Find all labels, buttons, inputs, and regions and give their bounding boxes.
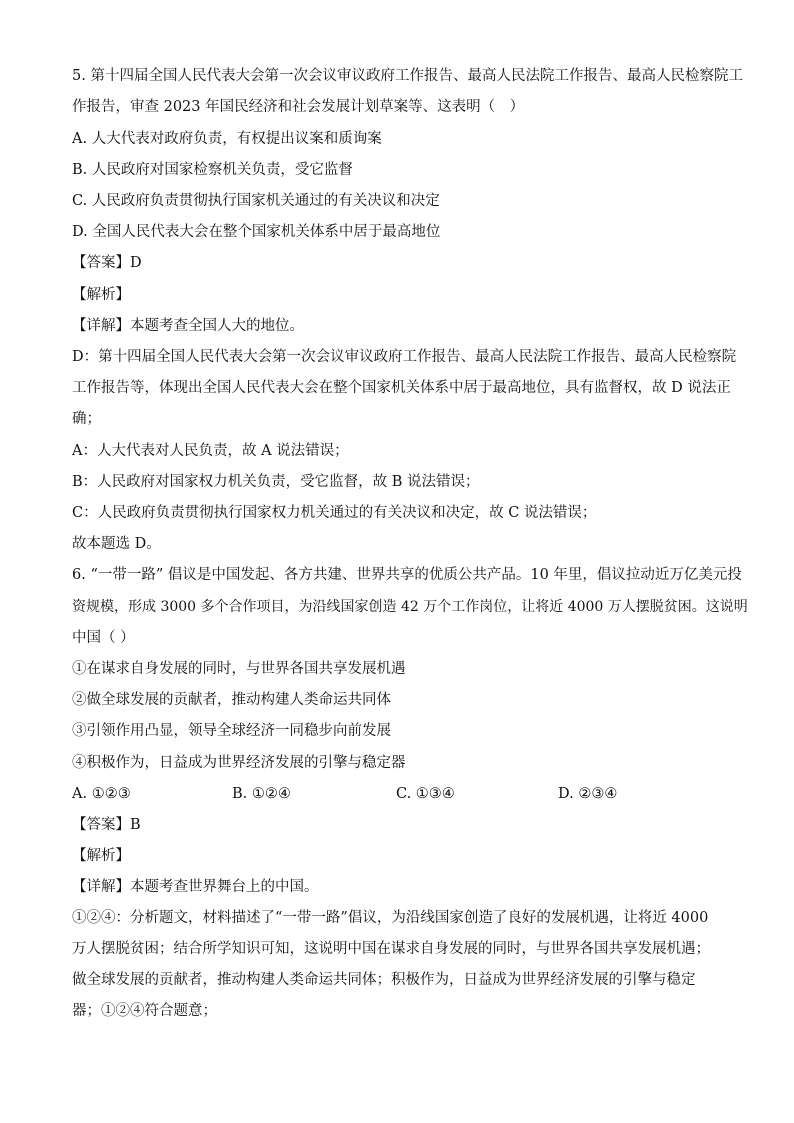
q6-item-4: ④积极作为，日益成为世界经济发展的引擎与稳定器 — [72, 755, 406, 771]
q6-item-1: ①在谋求自身发展的同时，与世界各国共享发展机遇 — [72, 661, 406, 677]
q5-stem-line-2: 作报告，审查 2023 年国民经济和社会发展计划草案等、这表明（ ） — [72, 99, 525, 115]
q6-stem-line-3: 中国（ ） — [72, 630, 135, 646]
q5-option-d: D. 全国人民代表大会在整个国家机关体系中居于最高地位 — [72, 224, 441, 240]
q5-stem-line-1: 5. 第十四届全国人民代表大会第一次会议审议政府工作报告、最高人民法院工作报告、最高人民检察院工 — [72, 68, 743, 84]
q5-answer: 【答案】D — [72, 255, 142, 271]
q5-analysis-heading: 【解析】 — [72, 287, 130, 303]
q5-option-b: B. 人民政府对国家检察机关负责，受它监督 — [72, 162, 353, 178]
q6-answer: 【答案】B — [72, 817, 141, 833]
q6-choice-b: B. ①②④ — [232, 786, 291, 802]
q5-explanation-d-line-1: D：第十四届全国人民代表大会第一次会议审议政府工作报告、最高人民法院工作报告、最高人民检察院 — [72, 349, 737, 365]
q6-stem-line-1: 6. “一带一路” 倡议是中国发起、各方共建、世界共享的优质公共产品。10 年里，倡议拉动近万亿美元投 — [72, 567, 742, 583]
q6-item-2: ②做全球发展的贡献者，推动构建人类命运共同体 — [72, 692, 391, 708]
q5-explanation-d-line-3: 确； — [72, 411, 101, 427]
q5-explanation-b: B：人民政府对国家权力机关负责，受它监督，故 B 说法错误； — [72, 474, 480, 490]
q5-conclusion: 故本题选 D。 — [72, 536, 161, 552]
q6-choice-c: C. ①③④ — [396, 786, 455, 802]
q6-stem-line-2: 资规模，形成 3000 多个合作项目，为沿线国家创造 42 万个工作岗位，让将近 4000 万人摆脱贫困。这说明 — [72, 599, 748, 615]
q5-option-c: C. 人民政府负责贯彻执行国家机关通过的有关决议和决定 — [72, 193, 440, 209]
q6-analysis-heading: 【解析】 — [72, 848, 130, 864]
q6-choice-d: D. ②③④ — [558, 786, 618, 802]
q6-choice-a: A. ①②③ — [72, 786, 131, 802]
q6-detail: 【详解】本题考查世界舞台上的中国。 — [72, 879, 319, 895]
q5-explanation-a: A：人大代表对人民负责，故 A 说法错误； — [72, 443, 349, 459]
q5-option-a: A. 人大代表对政府负责，有权提出议案和质询案 — [72, 131, 382, 147]
q6-item-3: ③引领作用凸显，领导全球经济一同稳步向前发展 — [72, 723, 391, 739]
q5-detail: 【详解】本题考查全国人大的地位。 — [72, 318, 304, 334]
q5-explanation-d-line-2: 工作报告等，体现出全国人民代表大会在整个国家机关体系中居于最高地位，具有监督权，故 D 说法正 — [72, 380, 731, 396]
q5-explanation-c: C：人民政府负责贯彻执行国家权力机关通过的有关决议和决定，故 C 说法错误； — [72, 505, 597, 521]
q6-explanation-paragraph: ①②④：分析题文，材料描述了“一带一路”倡议，为沿线国家创造了良好的发展机遇，让将近 4000 万人摆脱贫困；结合所学知识可知，这说明中国在谋求自身发展的同时，与世界各国共享发展机遇；做全球发展的贡献者，推动构建人类命运共同体；积极作为，日益成为世界经济发展的引擎与稳定器；①②④符合题意； — [72, 910, 710, 1019]
